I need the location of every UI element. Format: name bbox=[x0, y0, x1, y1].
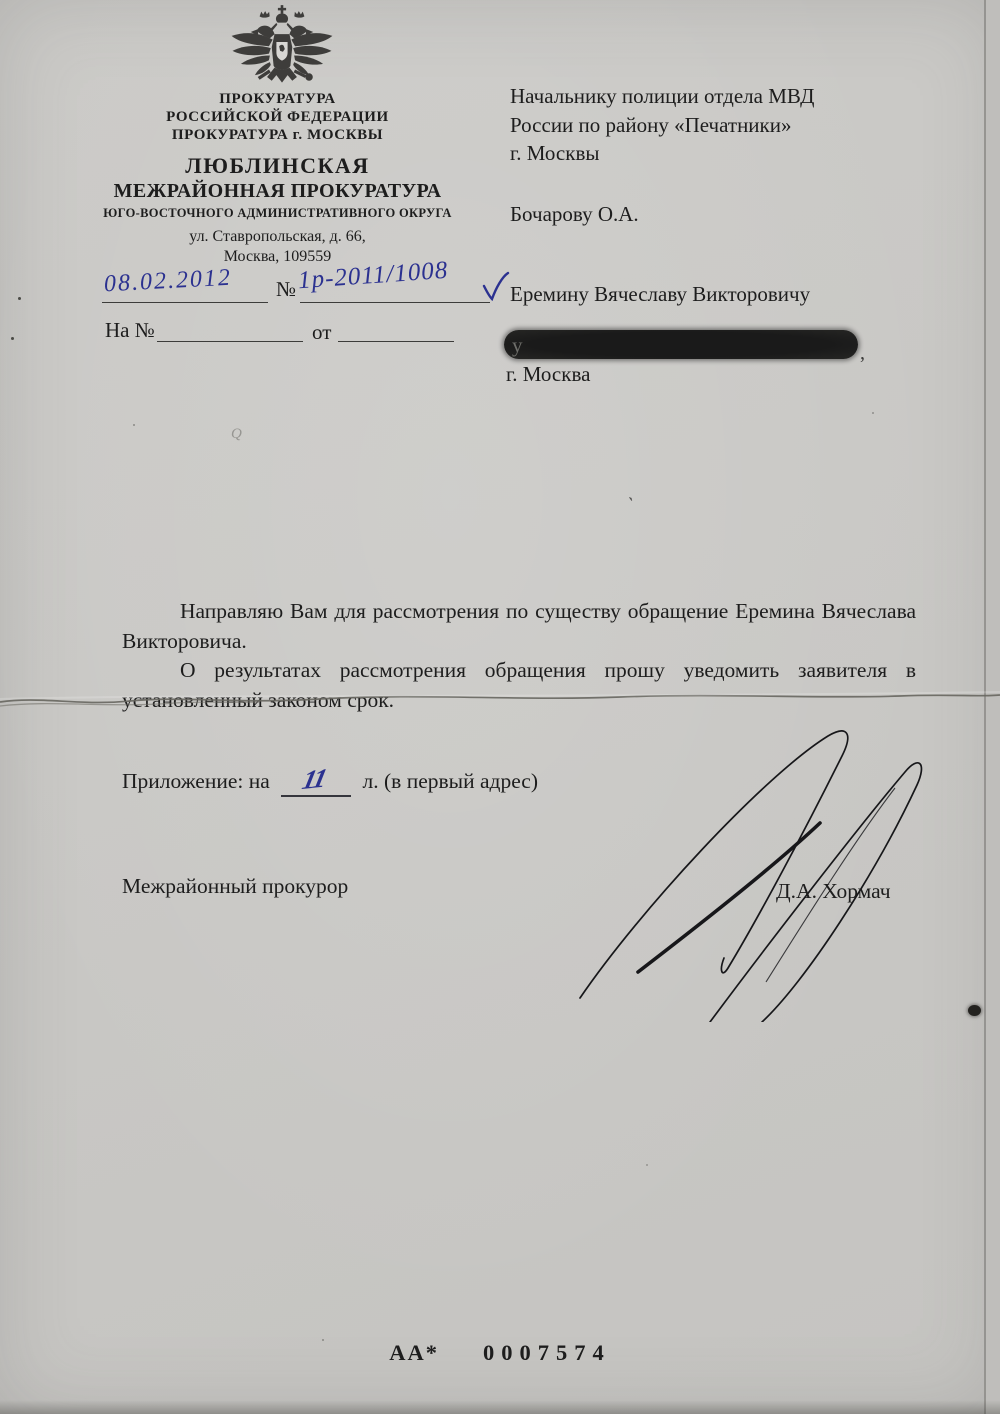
reply-to-label: На № bbox=[105, 318, 155, 342]
after-redaction-comma: , bbox=[860, 342, 865, 364]
signer-position-title: Межрайонный прокурор bbox=[122, 874, 349, 898]
attachment-line bbox=[122, 764, 538, 797]
attachment-sheets-field bbox=[281, 764, 351, 797]
org-address-line-2: Москва, 109559 bbox=[223, 248, 332, 265]
number-sign: № bbox=[276, 277, 297, 301]
signature-flourish-icon bbox=[570, 720, 938, 1022]
handwritten-number: 1р-2011/1008 bbox=[297, 256, 450, 295]
applicant-city: г. Москва bbox=[506, 362, 591, 386]
recipient-line-3: г. Москвы bbox=[510, 141, 600, 165]
body-paragraph-1: Направляю Вам для рассмотрения по существу обращение Еремина Вячеслава Викторовича. bbox=[122, 599, 916, 653]
org-district: ЮГО-ВОСТОЧНОГО АДМИНИСТРАТИВНОГО ОКРУГА bbox=[103, 206, 452, 220]
speck bbox=[18, 297, 21, 300]
redaction-bar bbox=[504, 330, 858, 359]
org-name-line-2: МЕЖРАЙОННАЯ ПРОКУРАТУРА bbox=[113, 180, 442, 202]
coat-of-arms-icon bbox=[226, 4, 338, 94]
scan-bottom-shadow bbox=[0, 1400, 1000, 1414]
recipient-line-1: Начальнику полиции отдела МВД bbox=[510, 84, 815, 108]
attachment-label-before: Приложение: на bbox=[122, 769, 270, 793]
signer-name: Д.А. Хормач bbox=[776, 879, 891, 903]
speck bbox=[11, 337, 14, 340]
body-paragraph-2: О результатах рассмотрения обращения прошу уведомить заявителя в установленный законом срок. bbox=[122, 658, 916, 712]
reply-to-rule bbox=[157, 341, 303, 342]
speck bbox=[872, 412, 874, 414]
faint-pencil-mark: Q bbox=[231, 426, 242, 442]
recipient-block bbox=[510, 82, 930, 228]
speck bbox=[133, 424, 135, 426]
punch-hole-mark bbox=[968, 1005, 981, 1016]
from-label: от bbox=[312, 320, 332, 344]
fold-crease bbox=[0, 684, 1000, 712]
from-rule bbox=[338, 341, 454, 342]
org-line-2: РОССИЙСКОЙ ФЕДЕРАЦИИ bbox=[166, 109, 389, 125]
handwritten-sheet-count: 11 bbox=[299, 762, 329, 796]
handwritten-check-icon bbox=[481, 270, 511, 306]
serial-number: 0007574 bbox=[483, 1340, 611, 1365]
serial-series: АА* bbox=[389, 1340, 439, 1365]
org-line-3: ПРОКУРАТУРА г. МОСКВЫ bbox=[171, 127, 384, 143]
redacted-address-visible-char: у bbox=[512, 333, 523, 357]
attachment-label-after: л. (в первый адрес) bbox=[362, 769, 539, 793]
org-address-line-1: ул. Ставропольская, д. 66, bbox=[189, 228, 366, 245]
small-ink-tick: ` bbox=[623, 493, 636, 515]
letterhead bbox=[55, 90, 500, 267]
speck bbox=[322, 1339, 324, 1341]
org-name-line-1: ЛЮБЛИНСКАЯ bbox=[185, 153, 370, 178]
speck bbox=[646, 1164, 648, 1166]
date-rule bbox=[102, 302, 268, 303]
number-rule bbox=[300, 302, 490, 303]
recipient-addressee: Бочарову О.А. bbox=[510, 201, 639, 226]
org-line-1: ПРОКУРАТУРА bbox=[219, 91, 336, 107]
handwritten-date: 08.02.2012 bbox=[103, 264, 233, 298]
form-serial-line bbox=[0, 1340, 1000, 1366]
applicant-name: Еремину Вячеславу Викторовичу bbox=[510, 282, 811, 306]
recipient-line-2: России по району «Печатники» bbox=[510, 112, 792, 137]
